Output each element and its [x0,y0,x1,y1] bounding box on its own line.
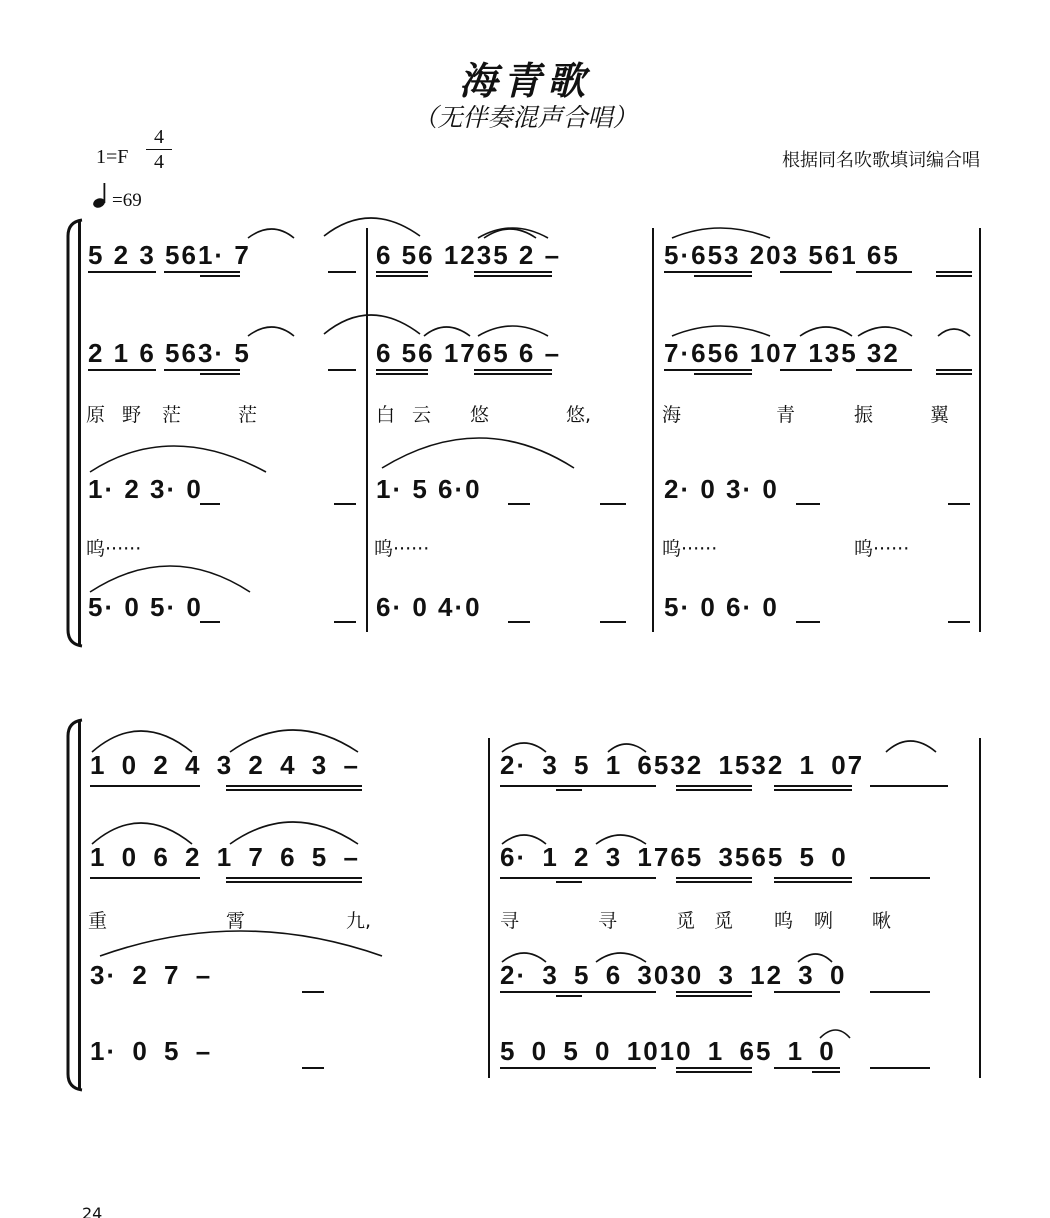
lyric: 悠 [470,404,490,426]
s1-p4-m1: 5· 0 5· 0 [88,592,203,622]
lyric: 青 [776,404,796,426]
lyric: 呜······ [86,538,142,560]
lyric: 呜······ [374,538,430,560]
slur-layer [80,700,990,1100]
key-signature: 1=F [96,146,129,168]
lyric: 茫 [238,404,258,426]
time-sig-bottom: 4 [154,151,164,173]
lyric: 翼 [930,404,950,426]
lyric: 悠, [566,404,592,426]
s1-p1-m1: 5 2 3 561· 7 [88,240,251,270]
s2-p4-m2: 5 0 5 0 1010 1 65 1 0 [500,1036,836,1066]
lyric: 白 [376,404,396,426]
lyric: 原 [86,404,106,426]
s1-p2-m1: 2 1 6 563· 5 [88,338,251,368]
lyric: 振 [854,404,874,426]
lyric: 寻 [500,910,520,932]
page-number: 24 [82,1204,103,1218]
lyric: 云 [412,404,432,426]
s2-p4-m1: 1· 0 5 – [90,1036,213,1066]
lyric: 觅 [676,910,696,932]
s1-p1-m2: 6 56 1235 2 – [376,240,562,270]
lyric: 茫 [162,404,182,426]
s2-p1-m2: 2· 3 5 1 6532 1532 1 07 [500,750,865,780]
lyric: 呜······ [854,538,910,560]
lyric: 呜······ [662,538,718,560]
lyric: 九, [346,910,372,932]
page-title: 海青歌 [458,58,591,103]
credit-line: 根据同名吹歌填词编合唱 [782,150,980,171]
slur-layer [80,200,990,660]
s2-p3-m2: 2· 3 5 6 3030 3 12 3 0 [500,960,847,990]
lyric: 海 [662,404,682,426]
s1-p2-m3: 7·656 107 135 32 [664,338,900,368]
s2-p2-m2: 6· 1 2 3 1765 3565 5 0 [500,842,848,872]
lyric: 霄 [226,910,246,932]
s2-p3-m1: 3· 2 7 – [90,960,213,990]
time-signature [146,126,172,173]
s1-p3-m1: 1· 2 3· 0 [88,474,203,504]
lyric: 呜 [774,910,794,932]
lyric: 寻 [598,910,618,932]
time-sig-top: 4 [154,126,164,148]
s1-p3-m2: 1· 5 6·0 [376,474,482,504]
s1-p4-m3: 5· 0 6· 0 [664,592,779,622]
s1-p3-m3: 2· 0 3· 0 [664,474,779,504]
s1-p2-m2: 6 56 1765 6 – [376,338,562,368]
page-subtitle: （无伴奏混声合唱） [412,103,638,132]
lyric: 重 [88,910,108,932]
s1-p4-m2: 6· 0 4·0 [376,592,482,622]
s2-p1-m1: 1 0 2 4 3 2 4 3 – [90,750,360,780]
lyric: 野 [122,404,142,426]
lyric: 觅 [714,910,734,932]
tempo-marking: =69 [112,190,142,211]
s1-p1-m3: 5·653 203 561 65 [664,240,900,270]
lyric: 咧 [814,910,834,932]
lyric: 啾 [872,910,892,932]
s2-p2-m1: 1 0 6 2 1 7 6 5 – [90,842,360,872]
